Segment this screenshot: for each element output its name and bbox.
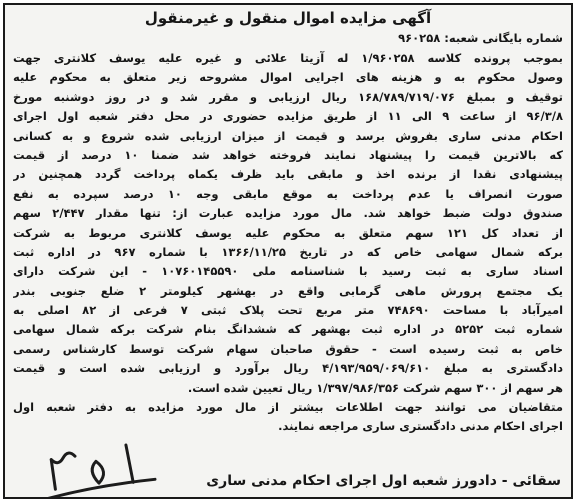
body-line: شماره ثبت ۵۲۵۲ در اداره ثبت بهشهر که ششدانگ بنام شرکت برکه شمال سهامی <box>13 322 563 337</box>
body-line: صندوق دولت ضبط خواهد شد. مال مورد مزایده عبارت از: تنها مقدار ۲/۴۴۷ سهم <box>13 206 563 221</box>
signature-row <box>5 467 571 493</box>
body-line: احکام مدنی ساری بفروش برسد و قیمت از میزان ارزیابی شده شروع و به کسانی <box>13 128 563 143</box>
notice-body <box>5 49 571 437</box>
body-line: صورت انصراف یا عدم پرداخت به موقع مابقی وجه ۱۰ درصد سپرده به نفع <box>13 186 563 201</box>
handwritten-number-icon <box>35 431 162 499</box>
body-line: دادگستری به مبلغ ۴/۱۹۳/۹۵۹/۰۶۹/۶۱۰ ریال برآورد و ارزیابی شده است و قیمت <box>13 361 563 376</box>
body-line: بموجب پرونده کلاسه ۱/۹۶۰۲۵۸ له آزیتا علائی و غیره علیه یوسف کلانتری جهت <box>13 51 563 65</box>
body-line: که بالاترین قیمت را پیشنهاد نمایند فروخته خواهد شد ضمنا ۱۰ درصد از قیمت <box>13 147 563 162</box>
body-line: متقاضیان می توانند جهت اطلاعات بیشتر از مال مورد مزایده به دفتر شعبه اول <box>13 400 563 415</box>
signature: سقائی - دادورز شعبه اول اجرای احکام مدنی ساری <box>206 473 561 489</box>
body-line: خاص به ثبت رسیده است - حقوق صاحبان سهام شرکت توسط کارشناس رسمی <box>13 341 563 356</box>
file-number: شماره بایگانی شعبه: ۹۶۰۲۵۸ <box>398 31 563 45</box>
body-line: توقیف و بمبلغ ۱۶۸/۷۸۹/۷۱۹/۰۷۶ ریال ارزیابی و مقرر شد و در روز دوشنبه مورخ <box>13 89 563 104</box>
body-line: از تعداد کل ۱۲۱ سهم متعلق به محکوم علیه یوسف کلانتری مربوط به شرکت <box>13 225 563 240</box>
handwritten-number-stamp <box>35 431 162 499</box>
body-line: ۹۶/۳/۸ از ساعت ۹ الی ۱۱ از طریق مزایده حضوری در محل دفتر شعبه اول اجرای <box>13 109 563 124</box>
auction-notice <box>3 3 573 499</box>
body-line: اسناد ساری به ثبت رسید با شناسنامه ملی ۱۰۷۶۰۱۴۵۵۹۰ - این شرکت دارای <box>13 264 563 279</box>
body-line: وصول محکوم به و هزینه های اجرایی اموال مشروحه زیر متعلق به محکوم علیه <box>13 70 563 85</box>
body-line: هر سهم از ۳۰۰ سهم شرکت ۱/۳۹۷/۹۸۶/۳۵۶ ریال تعیین شده است. <box>187 380 563 395</box>
body-line: یک مجتمع پرورش ماهی گرمابی واقع در بهشهر کیلومتر ۲ ضلع جنوبی بندر <box>13 283 563 298</box>
body-line: امیرآباد با مساحت ۷۴۸۶۹۰ متر مربع تحت پلاک ثبتی ۷ فرعی از ۸۲ اصلی به <box>13 303 563 318</box>
body-line: پیشنهادی نقدا از برنده اخذ و مابقی باید ظرف یکماه پرداخت گردد همچنین در <box>13 167 563 182</box>
notice-title: آگهی مزایده اموال منقول و غیرمنقول <box>144 9 432 27</box>
body-line: برکه شمال سهامی خاص که در تاریخ ۱۳۶۶/۱۱/۲۵ با شماره ۹۶۷ در اداره ثبت <box>13 244 563 259</box>
body-line: اجرای احکام مدنی دادگستری ساری مراجعه نمایند. <box>278 419 563 434</box>
